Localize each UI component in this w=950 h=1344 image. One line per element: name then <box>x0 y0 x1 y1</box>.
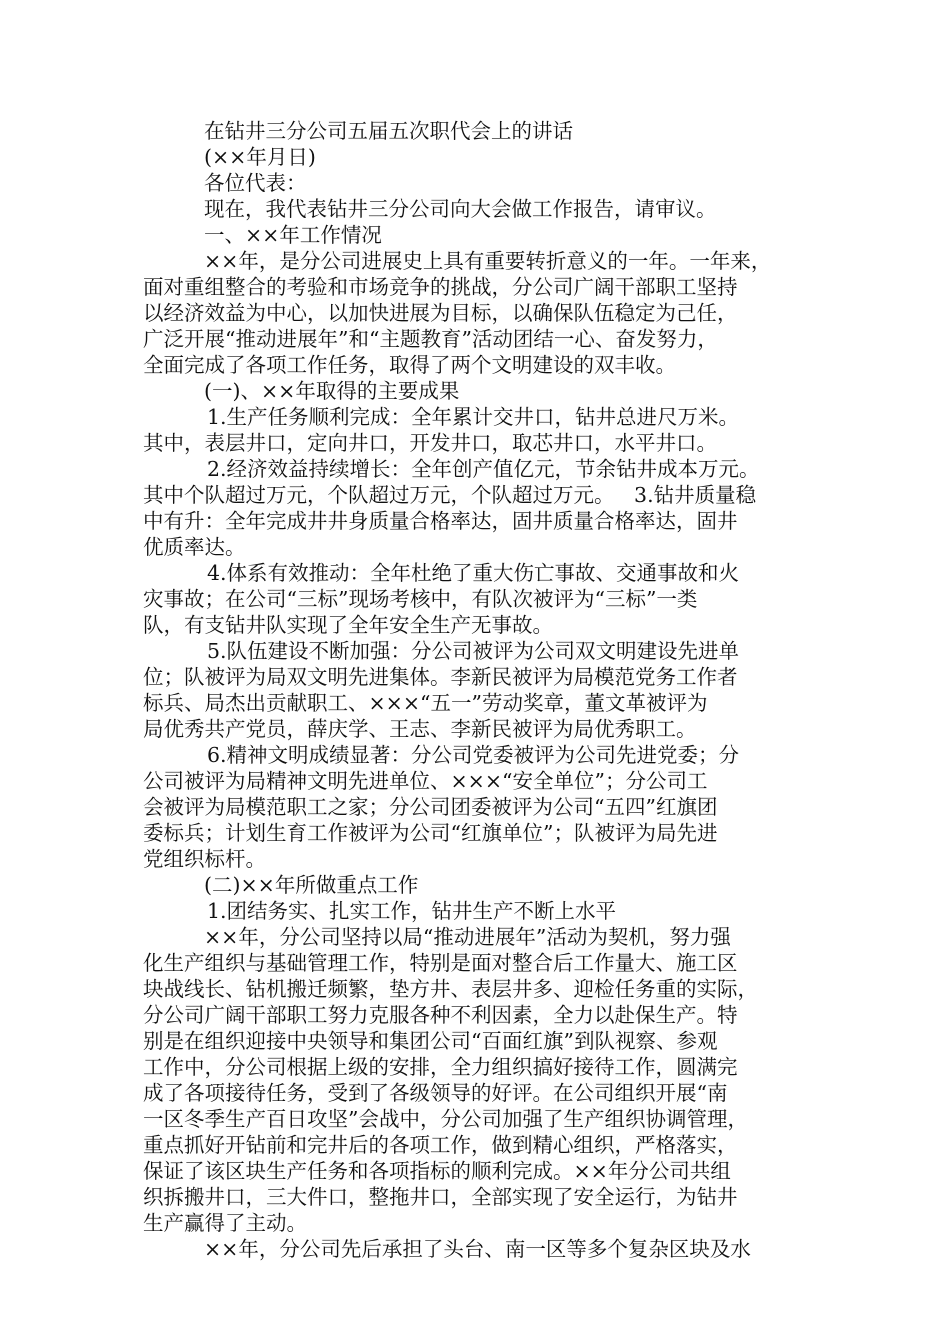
intro-paragraph: 现在，我代表钻井三分公司向大会做工作报告，请审议。 <box>204 197 717 221</box>
item4-line: 队，有支钻井队实现了全年安全生产无事故。 <box>143 613 553 637</box>
speech-title: 在钻井三分公司五届五次职代会上的讲话 <box>204 119 573 143</box>
paragraph-line: 保证了该区块生产任务和各项指标的顺利完成。××年分公司共组 <box>143 1159 731 1183</box>
item2-line: 优质率达。 <box>143 535 246 559</box>
paragraph-line: ××年，分公司先后承担了头台、南一区等多个复杂区块及水 <box>204 1237 751 1261</box>
item6-line: 公司被评为局精神文明先进单位、×××“安全单位”；分公司工 <box>143 769 708 793</box>
item1-line: 其中，表层井口，定向井口，开发井口，取芯井口，水平井口。 <box>143 431 717 455</box>
item5-line: 位；队被评为局双文明先进集体。李新民被评为局模范党务工作者 <box>143 665 738 689</box>
item1-line: 1.生产任务顺利完成：全年累计交井口，钻井总进尺万米。 <box>207 405 740 429</box>
paragraph-line: 织拆搬井口，三大件口，整拖井口，全部实现了安全运行，为钻井 <box>143 1185 738 1209</box>
item5-line: 局优秀共产党员，薛庆学、王志、李新民被评为局优秀职工。 <box>143 717 697 741</box>
salutation: 各位代表： <box>204 171 307 195</box>
section1-line: 以经济效益为中心，以加快进展为目标，以确保队伍稳定为己任， <box>143 301 738 325</box>
item6-line: 会被评为局模范职工之家；分公司团委被评为公司“五四”红旗团 <box>143 795 718 819</box>
subsection2-item1-heading: 1.团结务实、扎实工作，钻井生产不断上水平 <box>207 899 617 923</box>
section1-line: 面对重组整合的考验和市场竞争的挑战，分公司广阔干部职工坚持 <box>143 275 738 299</box>
paragraph-line: 一区冬季生产百日攻坚”会战中，分公司加强了生产组织协调管理， <box>143 1107 748 1131</box>
subsection-heading-1: (一)、××年取得的主要成果 <box>204 379 460 403</box>
section1-line: 全面完成了各项工作任务，取得了两个文明建设的双丰收。 <box>143 353 676 377</box>
item2-line: 2.经济效益持续增长：全年创产值亿元，节余钻井成本万元。 <box>207 457 760 481</box>
subsection-heading-2: (二)××年所做重点工作 <box>204 873 419 897</box>
item5-line: 标兵、局杰出贡献职工、×××“五一”劳动奖章，董文革被评为 <box>143 691 708 715</box>
paragraph-line: 工作中，分公司根据上级的安排，全力组织搞好接待工作，圆满完 <box>143 1055 738 1079</box>
paragraph-line: 生产赢得了主动。 <box>143 1211 307 1235</box>
section1-line: 广泛开展“推动进展年”和“主题教育”活动团结一心、奋发努力， <box>143 327 718 351</box>
section-heading-1: 一、××年工作情况 <box>204 223 382 247</box>
paragraph-line: 分公司广阔干部职工努力克服各种不利因素，全力以赴保生产。特 <box>143 1003 738 1027</box>
item6-line: 委标兵；计划生育工作被评为公司“红旗单位”；队被评为局先进 <box>143 821 718 845</box>
document-body <box>143 118 823 1262</box>
item4-line: 灾事故；在公司“三标”现场考核中，有队次被评为“三标”一类 <box>143 587 698 611</box>
paragraph-line: 块战线长、钻机搬迁频繁，垫方井、表层井多、迎检任务重的实际， <box>143 977 758 1001</box>
item6-line: 党组织标杆。 <box>143 847 266 871</box>
item5-line: 5.队伍建设不断加强：分公司被评为公司双文明建设先进单 <box>207 639 740 663</box>
speech-date: (××年月日) <box>204 145 316 169</box>
item2-line: 其中个队超过万元，个队超过万元，个队超过万元。 3.钻井质量稳 <box>143 483 757 507</box>
section1-line: ××年，是分公司进展史上具有重要转折意义的一年。一年来， <box>204 249 772 273</box>
paragraph-line: 化生产组织与基础管理工作，特别是面对整合后工作量大、施工区 <box>143 951 738 975</box>
item2-line: 中有升：全年完成井井身质量合格率达，固井质量合格率达，固井 <box>143 509 738 533</box>
paragraph-line: ××年，分公司坚持以局“推动进展年”活动为契机，努力强 <box>204 925 731 949</box>
item4-line: 4.体系有效推动：全年杜绝了重大伤亡事故、交通事故和火 <box>207 561 740 585</box>
paragraph-line: 重点抓好开钻前和完井后的各项工作，做到精心组织，严格落实， <box>143 1133 738 1157</box>
paragraph-line: 别是在组织迎接中央领导和集团公司“百面红旗”到队视察、参观 <box>143 1029 718 1053</box>
paragraph-line: 成了各项接待任务，受到了各级领导的好评。在公司组织开展“南 <box>143 1081 728 1105</box>
item6-line: 6.精神文明成绩显著：分公司党委被评为公司先进党委；分 <box>207 743 740 767</box>
